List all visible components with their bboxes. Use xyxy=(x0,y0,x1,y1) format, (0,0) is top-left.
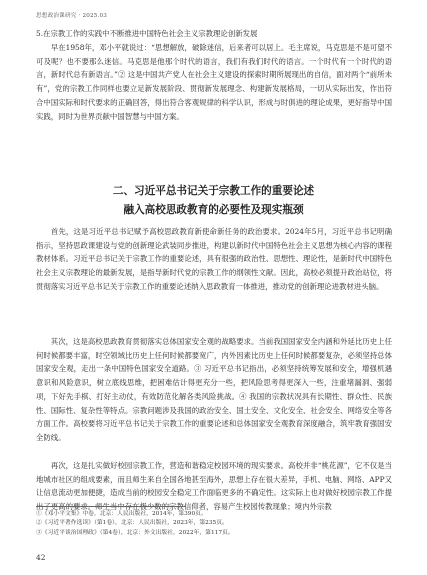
footnotes xyxy=(36,510,392,538)
journal-header: 思想政治课研究 · 2025.03 xyxy=(36,13,108,19)
footnote-3: ③《习近平谈治国理政》（第4卷），北京：外文出版社，2022年，第117页。 xyxy=(36,529,234,536)
section5-heading: 5.在宗教工作的实践中不断推进中国特色社会主义宗教理论创新发展 xyxy=(36,29,258,38)
paragraph-1: 首先，这是习近平总书记赋予高校思政教育新使命新任务的政治要求。2024年5月，习近平总书记明确指示，坚持思政课建设与党的创新理论武装同步推进，构建以新时代中国特色社会主义思想为核心内容的课程教材体系。习近平总书记关于宗教工作的重要论述，具有很强的政治性、思想性、理论性，是新时代中国特色社会主义宗教理论的最新发展，是指导新时代党的宗教工作的纲领性文献。因此，高校必须提升政治站位，将贯彻落实习近平总书记关于宗教工作的重要论述纳入思政教育一体推进，推动党的创新理论进教材进头脑。 xyxy=(36,227,392,291)
paragraph-3: 再次，这是扎实做好校园宗教工作，营造和谐稳定校园环境的现实要求。高校并非“桃花源”，它不仅是当地城市社区的组成要素，而且师生来自全国各地甚至海外，思想上存在很大差异，手机、电脑、网络、APP又让信息流动更加便捷，造成当前的校园安全稳定工作面临更多的不确定性。这实际上也对做好校园宗教工作提出了更高的要求。师生当中存在极少数的宗教信仰者，容易产生校园传教现象；境内外宗教 xyxy=(36,461,392,512)
paragraph-2: 其次，这是高校思政教育贯彻落实总体国家安全观的战略要求。当前我国国家安全内涵和外延比历史上任何时候都要丰富，时空领域比历史上任何时候都要宽广，内外因素比历史上任何时候都要复杂，必须坚持总体国家安全观，走出一条中国特色国家安全道路。③ 习近平总书记指出，必须坚持统筹发展和安全，增强机遇意识和风险意识，树立底线思维，把困难估计得更充分一些，把风险思考得更深入一些，注重堵漏洞、强弱项，下好先手棋、打好主动仗，有效防范化解各类风险挑战。④ 我国的宗教状况具有长期性、群众性、民族性、国际性、复杂性等特点。宗教问题涉及我国的政治安全、国土安全、文化安全、社会安全、网络安全等各方面工作。高校要将习近平总书记关于宗教工作的重要论述和总体国家安全观教育深度融合，筑牢教育强国安全防线。 xyxy=(36,337,392,442)
page-number: 42 xyxy=(36,553,46,562)
section-heading-line2: 融入高校思政教育的必要性及现实瓶颈 xyxy=(123,204,304,216)
footnote-2: ②《习近平著作选读》（第1卷），北京：人民出版社，2023年，第235页。 xyxy=(36,520,228,527)
footnote-1: ①《邓小平文集》中卷，北京：人民出版社，2014年，第390页。 xyxy=(36,511,207,517)
section-heading-line1: 二、习近平总书记关于宗教工作的重要论述 xyxy=(112,185,315,197)
footnote-divider xyxy=(36,506,186,507)
section5-paragraph: 早在1958年，邓小平就说过：“思想解放，破除迷信，后来者可以居上。毛主席说，马克思是不是可望不可及呢？也不要那么迷信。马克思是他那个时代的语言，我们有我们时代的语言。一个时代有一个时代的语言，新时代总有新语言。”② 这是中国共产党人在社会主义建设的探索时期所展现出的自信，面对两个“前所未有”，党的宗教工作同样也要立足新发展阶段、贯彻新发展理念、构建新发展格局，一切从实际出发，作出符合中国实际和时代要求的正确回答，得出符合客观规律的科学认识，形成与时俱进的理论成果，更好指导中国实践，同时为世界贡献中国智慧与中国方案。 xyxy=(36,43,392,121)
